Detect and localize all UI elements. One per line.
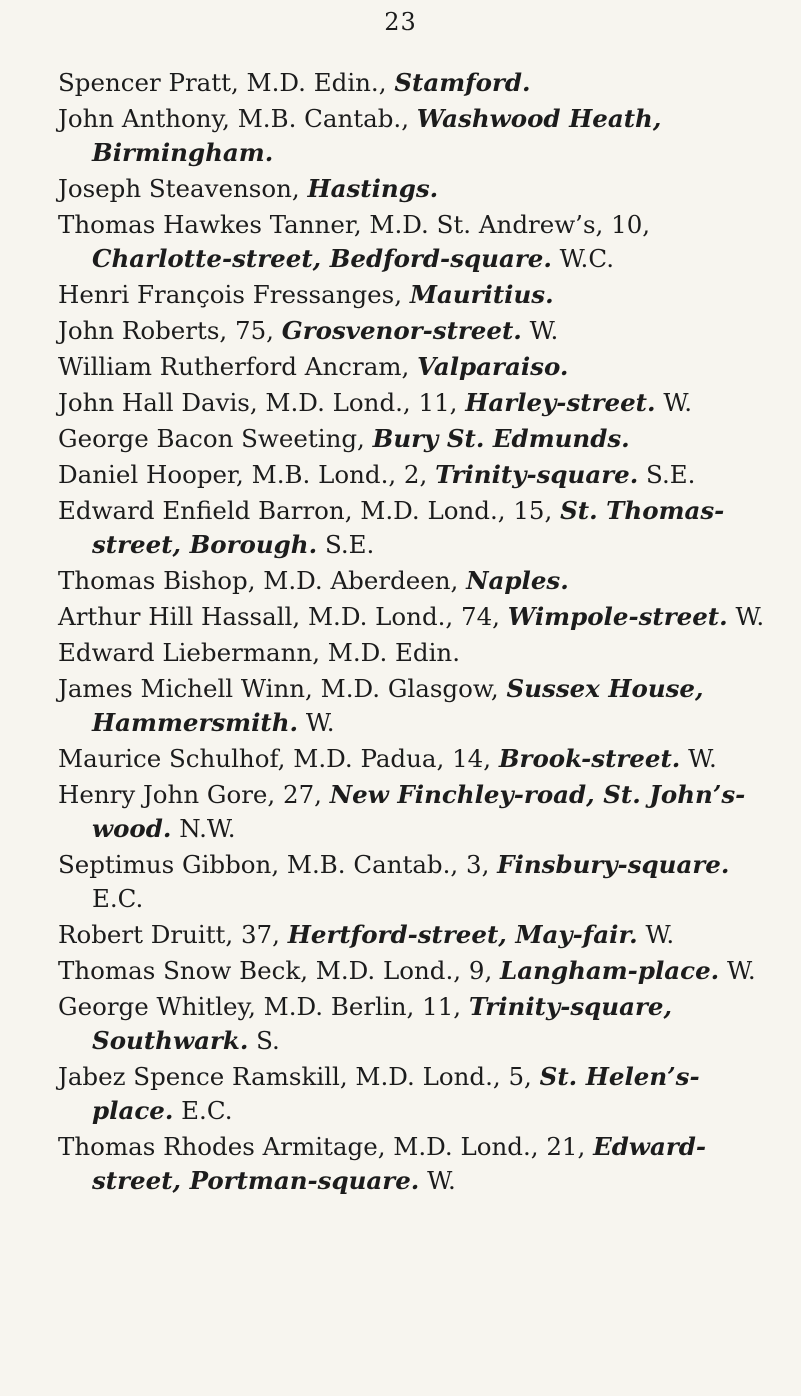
postal-district: W. — [521, 316, 559, 345]
page-number: 23 — [384, 8, 417, 36]
list-item — [58, 350, 778, 384]
member-name: Maurice Schulhof, M.D. Padua, 14, — [58, 744, 499, 773]
member-name: Septimus Gibbon, M.B. Cantab., 3, — [58, 850, 498, 879]
member-address: Edward-street, Portman-square. — [92, 1132, 707, 1195]
list-item — [58, 66, 778, 100]
member-address: Harley-street. — [465, 388, 656, 417]
list-item — [58, 1130, 778, 1198]
member-name: John Anthony, M.B. Cantab., — [58, 104, 417, 133]
member-name: Henri François Fressanges, — [58, 280, 410, 309]
member-address: Wimpole-street. — [507, 602, 728, 631]
member-address: New Finchley-road, St. John’s-wood. — [92, 780, 746, 843]
member-address: St. Thomas-street, Borough. — [92, 496, 725, 559]
member-address: Washwood Heath, Birmingham. — [92, 104, 662, 167]
member-name: Robert Druitt, 37, — [58, 920, 288, 949]
postal-district: W. — [680, 744, 717, 773]
member-address: Trinity-square, Southwark. — [92, 992, 673, 1055]
list-item — [58, 954, 778, 988]
postal-district: E.C. — [92, 884, 144, 913]
list-item — [58, 1060, 778, 1128]
postal-district: W. — [298, 708, 335, 737]
member-address: Bury St. Edmunds. — [372, 424, 630, 453]
member-address: Naples. — [466, 566, 569, 595]
list-item — [58, 102, 778, 170]
member-address: Brook-street. — [498, 744, 681, 773]
postal-district: N.W. — [171, 814, 236, 843]
member-address: Grosvenor-street. — [281, 316, 522, 345]
postal-district: S.E. — [638, 460, 696, 489]
member-name: Joseph Steavenson, — [58, 174, 308, 203]
postal-district: W. — [655, 388, 693, 417]
member-name: William Rutherford Ancram, — [58, 352, 418, 381]
list-item — [58, 778, 778, 846]
member-name: Daniel Hooper, M.B. Lond., 2, — [58, 460, 436, 489]
postal-district: S. — [248, 1026, 280, 1055]
list-item — [58, 458, 778, 492]
list-item — [58, 848, 778, 916]
member-name: John Hall Davis, M.D. Lond., 11, — [58, 388, 466, 417]
member-address: Charlotte-street, Bedford-square. — [92, 244, 552, 273]
list-item — [58, 386, 778, 420]
member-name: Thomas Snow Beck, M.D. Lond., 9, — [58, 956, 501, 985]
list-item — [58, 672, 778, 740]
list-item — [58, 422, 778, 456]
member-name: Arthur Hill Hassall, M.D. Lond., 74, — [58, 602, 508, 631]
member-address: Langham-place. — [500, 956, 720, 985]
list-item — [58, 600, 778, 634]
member-name: Henry John Gore, 27, — [58, 780, 330, 809]
member-address: Stamford. — [394, 68, 531, 97]
list-item — [58, 742, 778, 776]
list-item — [58, 172, 778, 206]
member-name: Thomas Hawkes Tanner, M.D. St. Andrew’s, 10, — [58, 210, 651, 239]
member-address: Hertford-street, May-fair. — [287, 920, 638, 949]
member-address: Mauritius. — [409, 280, 554, 309]
list-item — [58, 636, 778, 670]
member-name: James Michell Winn, M.D. Glasgow, — [58, 674, 507, 703]
member-address: Finsbury-square. — [497, 850, 730, 879]
member-name: George Bacon Sweeting, — [58, 424, 373, 453]
member-list — [58, 66, 778, 1200]
member-name: Thomas Bishop, M.D. Aberdeen, — [58, 566, 467, 595]
member-name: George Whitley, M.D. Berlin, 11, — [58, 992, 469, 1021]
postal-district: W. — [727, 602, 765, 631]
member-name: Jabez Spence Ramskill, M.D. Lond., 5, — [58, 1062, 540, 1091]
member-address: St. Helen’s-place. — [92, 1062, 700, 1125]
member-address: Valparaiso. — [417, 352, 569, 381]
list-item — [58, 494, 778, 562]
list-item — [58, 314, 778, 348]
postal-district: W. — [719, 956, 756, 985]
member-address: Hastings. — [307, 174, 439, 203]
member-address: Trinity-square. — [435, 460, 639, 489]
member-name: Edward Liebermann, M.D. Edin. — [58, 638, 460, 667]
list-item — [58, 990, 778, 1058]
list-item — [58, 918, 778, 952]
member-address: Sussex House, Hammersmith. — [92, 674, 704, 737]
postal-district: S.E. — [317, 530, 375, 559]
postal-district: W.C. — [551, 244, 614, 273]
list-item — [58, 564, 778, 598]
postal-district: E.C. — [173, 1096, 233, 1125]
member-name: Spencer Pratt, M.D. Edin., — [58, 68, 395, 97]
postal-district: W. — [419, 1166, 456, 1195]
member-name: John Roberts, 75, — [58, 316, 282, 345]
postal-district: W. — [637, 920, 675, 949]
list-item — [58, 278, 778, 312]
list-item — [58, 208, 778, 276]
member-name: Thomas Rhodes Armitage, M.D. Lond., 21, — [58, 1132, 594, 1161]
member-name: Edward Enfield Barron, M.D. Lond., 15, — [58, 496, 561, 525]
